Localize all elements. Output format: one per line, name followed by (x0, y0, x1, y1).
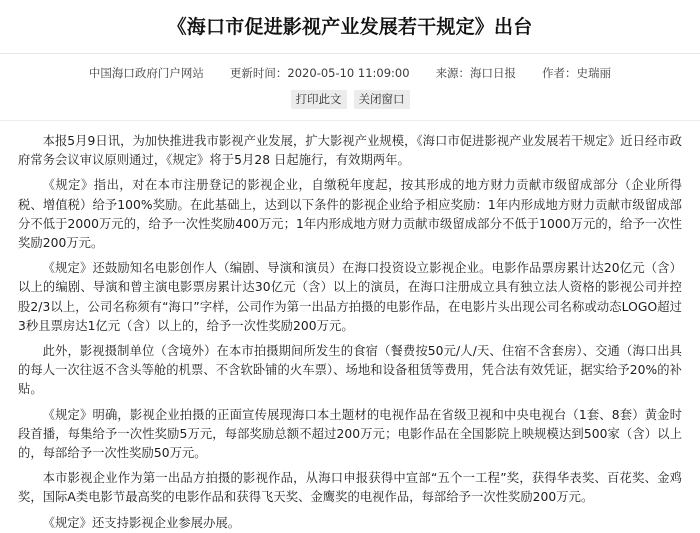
article-header (0, 0, 700, 121)
article-paragraph: 《规定》还鼓励知名电影创作人（编剧、导演和演员）在海口投资设立影视企业。电影作品票房累计达20亿元（含）以上的编剧、导演和曾主演电影票房累计达30亿元（含）以上的演员，在海口注册成立具有独立法人资格的影视公司并控股2/3以上，公司名称须有“海口”字样，公司作为第一出品方拍摄的电影作品，在电影片头出现公司名称或动态LOGO超过3秒且票房达1亿元（含）以上的，给予一次性奖励200万元。 (18, 261, 682, 333)
article-actions (0, 90, 700, 109)
article-paragraph: 本报5月9日讯，为加快推进我市影视产业发展，扩大影视产业规模，《海口市促进影视产业发展若干规定》近日经市政府常务会议审议原则通过，《规定》将于5月28 日起施行，有效期两年。 (18, 134, 682, 168)
meta-source-site: 中国海口政府门户网站 (88, 66, 204, 80)
article-meta (0, 65, 700, 81)
article-paragraph: 《规定》明确，影视企业拍摄的正面宣传展现海口本土题材的电视作品在省级卫视和中央电视台（1套、8套）黄金时段首播，每集给予一次性奖励5万元，每部奖励总额不超过200万元；电影作品在全国影院上映规模达到500家（含）以上的，每部给予一次性奖励50万元。 (18, 407, 682, 461)
article-paragraph: 《规定》还支持影视企业参展办展。 (42, 515, 241, 530)
title-divider (0, 53, 700, 54)
article-paragraph: 《规定》指出，对在本市注册登记的影视企业，自缴税年度起，按其形成的地方财力贡献市级留成部分（企业所得税、增值税）给予100%奖励。在此基础上，达到以下条件的影视企业给予相应奖励：1年内形成地方财力贡献市级留成部分不低于2000万元的，给予一次性奖励400万元；1年内形成地方财力贡献市级留成部分不低于1000万元的，给予一次性奖励200万元。 (18, 178, 682, 251)
article-paragraph: 本市影视企业作为第一出品方拍摄的影视作品，从海口申报获得中宣部“五个一工程”奖，获得华表奖、百花奖、金鸡奖，国际A类电影节最高奖的电影作品和获得飞天奖、金鹰奖的电视作品，每部给予一次性奖励200万元。 (18, 471, 682, 505)
meta-author: 作者：史瑞丽 (542, 66, 612, 80)
article-body (0, 132, 700, 533)
meta-divider (0, 120, 700, 121)
print-button[interactable]: 打印此文 (291, 90, 347, 109)
close-window-button[interactable]: 关闭窗口 (354, 90, 410, 109)
meta-update-time: 更新时间：2020-05-10 11:09:00 (229, 66, 410, 80)
article-paragraph: 此外，影视摄制单位（含境外）在本市拍摄期间所发生的食宿（餐费按50元/人/天、住宿不含套房）、交通（海口出具的每人一次往返不含头等舱的机票、不含软卧铺的火车票）、场地和设备租赁等费用，凭合法有效凭证，据实给予20%的补贴。 (18, 344, 682, 397)
page-title: 《海口市促进影视产业发展若干规定》出台 (167, 16, 533, 38)
meta-source: 来源：海口日报 (435, 66, 517, 80)
